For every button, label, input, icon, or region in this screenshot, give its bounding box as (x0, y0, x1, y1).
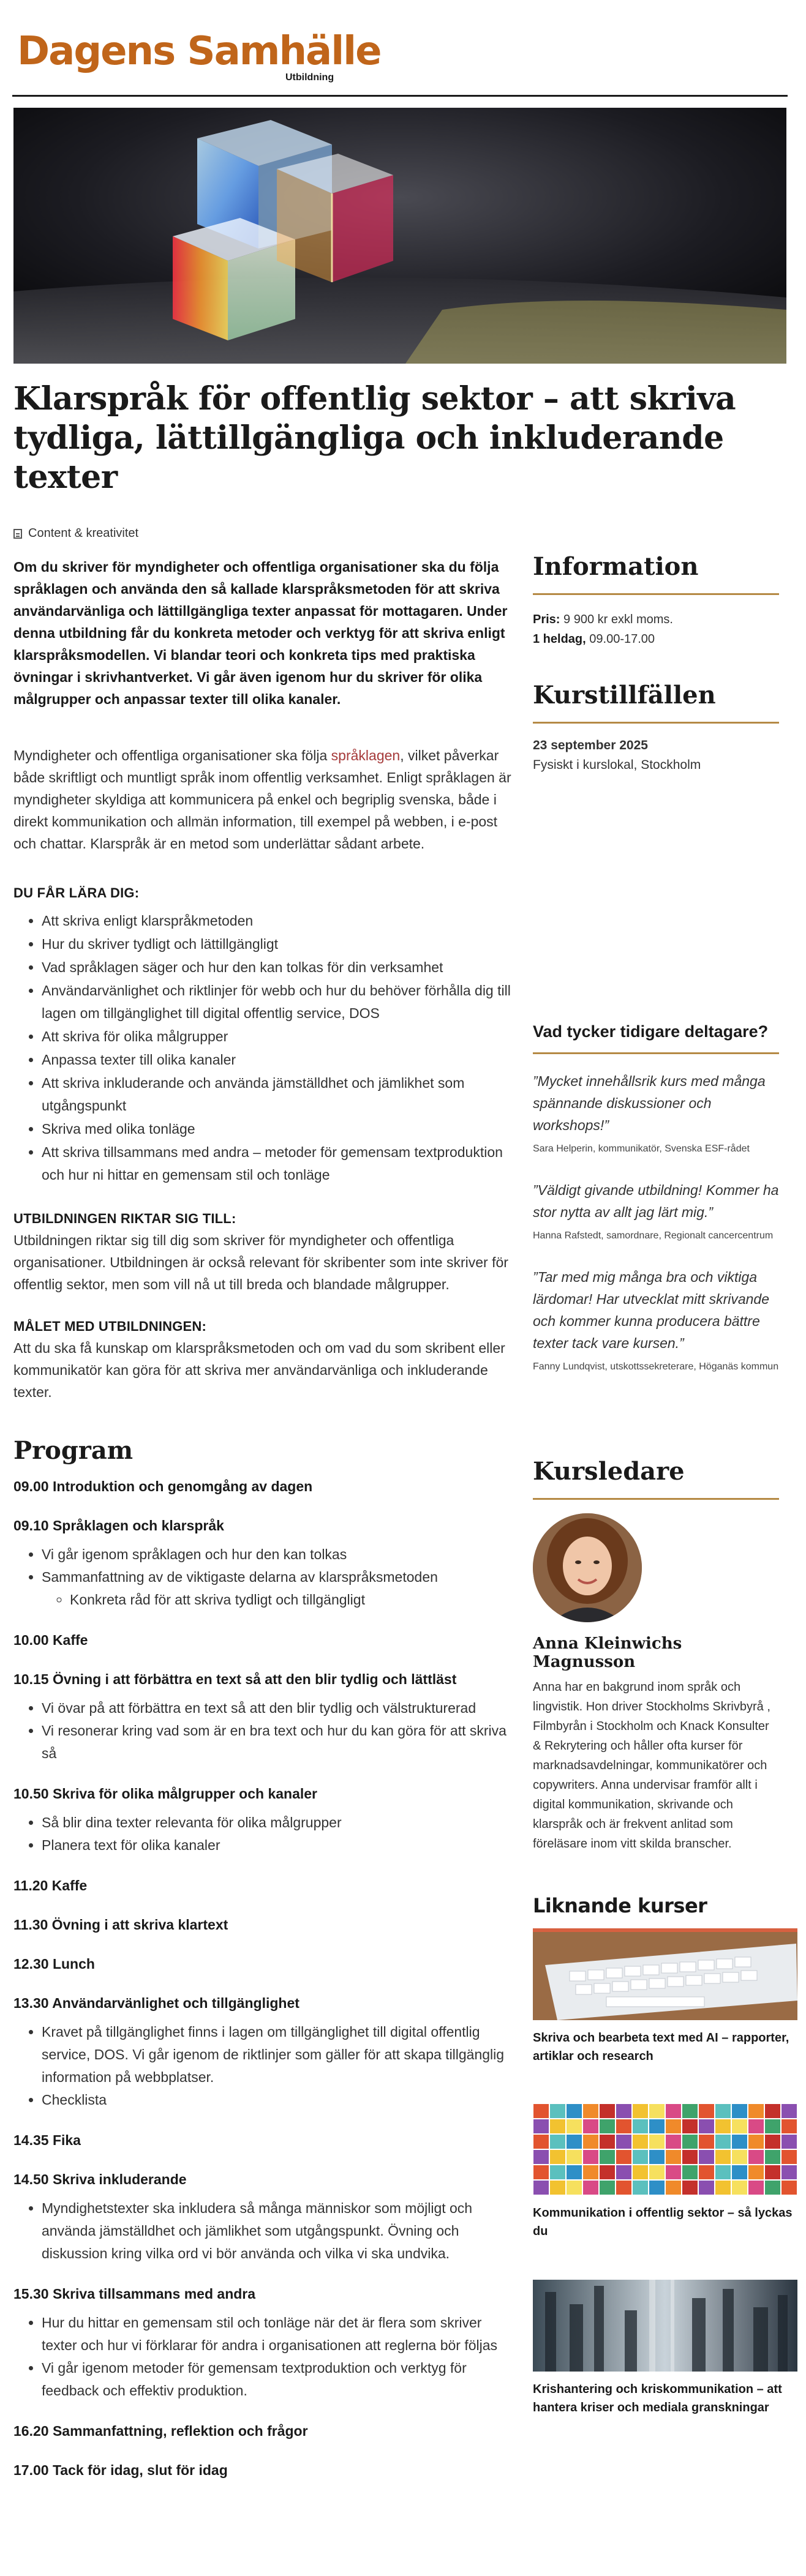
leader-title: Kursledare (533, 1457, 685, 1486)
learn-item: • Användarvänlighet och riktlinjer för webb och hur du behöver förhålla dig till lagen om tillgänglighet till digital offentlig service, DOS (42, 979, 519, 1025)
learn-item: • Hur du skriver tydligt och lättillgängligt (42, 933, 519, 956)
program-item (13, 2130, 519, 2151)
program-item-bullets (13, 1811, 519, 1857)
program-item (13, 1953, 519, 1974)
similar-course-2-label[interactable]: Kommunikation i offentlig sektor – så lyckas du (533, 2206, 793, 2238)
program-item-heading: 11.30 Övning i att skriva klartext (13, 1917, 228, 1933)
program-item-heading: 09.10 Språklagen och klarspråk (13, 1518, 224, 1533)
program-item-heading: 11.20 Kaffe (13, 1878, 88, 1893)
price-value: 9 900 kr exkl moms. (563, 613, 673, 626)
info-title: Information (533, 552, 699, 581)
leader-bio: Anna har en bakgrund inom språk och lingvistik. Hon driver Stockholms Skrivbyrå , Filmbyrån i Stockholm och Knack Konsulter & Rekrytering och håller ofta kurser för marknadsavdelningar, kommunikatörer och copywriters. Anna undervisar framför allt i digital kommunikation, skrivande och klarspråk och är frekvent anlitad som föreläsare inom vitt skilda branscher. (533, 1680, 770, 1851)
program-item-heading: 17.00 Tack för idag, slut för idag (13, 2462, 228, 2478)
duration-label: 1 heldag, (533, 632, 586, 646)
session-date: 23 september 2025 (533, 738, 648, 752)
program-list (13, 1476, 519, 2481)
program-item-heading: 13.30 Användarvänlighet och tillgänglighet (13, 1995, 299, 2011)
program-bullet: • Vi går igenom metoder för gemensam textproduktion och verktyg för feedback och effektiv produktion. (42, 2357, 519, 2402)
category[interactable] (13, 526, 138, 541)
program-bullet: • Vi övar på att förbättra en text så att den blir tydlig och välstrukturerad (42, 1697, 519, 1720)
category-label: Content & kreativitet (28, 526, 139, 540)
site-logo-sub: Utbildning (285, 72, 334, 83)
testimonial-author: Sara Helperin, kommunikatör, Svenska ESF-rådet (533, 1144, 750, 1154)
document-icon (13, 529, 22, 539)
sessions-section (533, 681, 779, 773)
leader-avatar (533, 1513, 642, 1622)
program-item (13, 1669, 519, 1765)
similar-title: Liknande kurser (533, 1894, 707, 1917)
testimonial (533, 1266, 779, 1375)
target-heading: UTBILDNINGEN RIKTAR SIG TILL: (13, 1211, 236, 1226)
info-divider (533, 593, 779, 595)
sessions-divider (533, 722, 779, 724)
similar-course-2[interactable] (533, 2103, 797, 2241)
program-item-heading: 10.15 Övning i att förbättra en text så att den blir tydlig och lättläst (13, 1671, 457, 1687)
info-section (533, 552, 779, 649)
goal-heading: MÅLET MED UTBILDNINGEN: (13, 1319, 207, 1334)
price-label: Pris: (533, 613, 560, 626)
leader-divider (533, 1498, 779, 1500)
program-item-heading: 16.20 Sammanfattning, reflektion och frågor (13, 2423, 308, 2439)
program-bullet: • Planera text för olika kanaler (42, 1834, 519, 1857)
program-item-heading: 10.00 Kaffe (13, 1632, 88, 1648)
testimonial-list (533, 1070, 779, 1375)
price-line (533, 610, 779, 629)
intro-link-sprakagen[interactable]: språklagen (331, 747, 401, 763)
program-bullet: • Myndighetstexter ska inkludera så många människor som möjligt och använda jämställdhet och jämlikhet som utgångspunkt. Övning och diskussion kring vilka ord vi bör använda och vilka vi ska undvika. (42, 2197, 519, 2265)
program-item (13, 2283, 519, 2402)
program-item (13, 1783, 519, 1857)
program-bullet: • Kravet på tillgänglighet finns i lagen om tillgänglighet till digital offentlig service, DOS. Vi går igenom de riktlinjer som gäller för att skapa tillgänglig information på webbplatser. (42, 2021, 519, 2089)
colorful-blocks-thumbnail (533, 2103, 797, 2195)
program-item (13, 1630, 519, 1650)
similar-course-1-label[interactable]: Skriva och bearbeta text med AI – rapporter, artiklar och research (533, 2031, 789, 2063)
testimonials-section (533, 1022, 779, 1397)
learn-item: • Vad språklagen säger och hur den kan tolkas för din verksamhet (42, 956, 519, 979)
testimonials-title: Vad tycker tidigare deltagare? (533, 1022, 769, 1041)
program-sub-bullets (42, 1589, 519, 1611)
leader-section (533, 1457, 779, 1854)
prism-cubes-image (13, 108, 786, 364)
program-item-bullets (13, 1697, 519, 1765)
program-bullet: • Så blir dina texter relevanta för olika målgrupper (42, 1811, 519, 1834)
program-item (13, 1515, 519, 1611)
learn-item: • Att skriva för olika målgrupper (42, 1025, 519, 1048)
program-item-bullets (13, 2197, 519, 2265)
learn-item: • Att skriva tillsammans med andra – metoder för gemensam textproduktion och hur ni hittar en gemensam stil och tonläge (42, 1141, 519, 1186)
similar-course-1[interactable] (533, 1928, 797, 2065)
program-item-heading: 09.00 Introduktion och genomgång av dagen (13, 1478, 313, 1494)
testimonial (533, 1070, 779, 1157)
program-item (13, 2169, 519, 2265)
site-logo[interactable]: Dagens Samhälle (17, 29, 381, 74)
keyboard-thumbnail (533, 1928, 797, 2020)
testimonial-author: Fanny Lundqvist, utskottssekreterare, Höganäs kommun (533, 1361, 779, 1372)
duration-value: 09.00-17.00 (589, 632, 655, 646)
testimonial-author: Hanna Rafstedt, samordnare, Regionalt cancercentrum (533, 1230, 774, 1241)
program-item (13, 1993, 519, 2111)
duration-line (533, 629, 779, 649)
header-divider (12, 95, 788, 97)
article-intro (13, 744, 519, 855)
program-bullet: • Vi resonerar kring vad som är en bra text och hur du kan göra för att skriva så (42, 1720, 519, 1765)
page-title: Klarspråk för offentlig sektor – att skriva tydliga, lättillgängliga och inkluderande texter (13, 380, 736, 496)
testimonial-quote: ”Tar med mig många bra och viktiga lärdomar! Har utvecklat mitt skrivande och kommer kunna producera bättre texter tack vare kursen.” (533, 1269, 770, 1351)
testimonial (533, 1179, 779, 1244)
testimonial-quote: ”Mycket innehållsrik kurs med många spännande diskussioner och workshops!” (533, 1073, 766, 1133)
program-bullet: • Checklista (42, 2089, 519, 2111)
program-item-heading: 12.30 Lunch (13, 1956, 95, 1972)
session-location: Fysiskt i kurslokal, Stockholm (533, 758, 701, 772)
session-item[interactable] (533, 738, 779, 773)
program-item-heading: 10.50 Skriva för olika målgrupper och kanaler (13, 1786, 317, 1802)
program-bullet: • Sammanfattning av de viktigaste delarna av klarspråksmetoden (42, 1566, 519, 1589)
intro-text-end: , vilket påverkar både skriftligt och muntligt språk inom offentlig verksamhet. Enligt språklagen är myndigheter skyldiga att kommunicera på enkel och begriplig svenska, både i direkt kommunikation och allmän information, till exempel på webben, i e-post och chattar. Klarspråk är en metod som underlättar sådant arbete. (13, 747, 511, 852)
testimonials-divider (533, 1052, 779, 1054)
program-item-heading: 14.35 Fika (13, 2132, 81, 2148)
program-bullet: • Hur du hittar en gemensam stil och tonläge när det är flera som skriver texter och hur vi förklarar för andra i organisationen att reglerna bör följas (42, 2312, 519, 2357)
learn-item: • Att skriva enligt klarspråkmetoden (42, 910, 519, 932)
target-text: Utbildningen riktar sig till dig som skriver för myndigheter och offentliga organisationer. Utbildningen är också relevant för skribenter som inte skriver för offentlig sektor, men som vill nå ut till breda och blandade målgrupper. (13, 1232, 508, 1292)
hero-image (13, 108, 786, 364)
learn-item: • Anpassa texter till olika kanaler (42, 1049, 519, 1071)
learn-item: • Att skriva inkluderande och använda jämställdhet och jämlikhet som utgångspunkt (42, 1072, 519, 1117)
program-item-bullets (13, 2021, 519, 2111)
similar-course-3-label[interactable]: Krishantering och kriskommunikation – att hantera kriser och mediala granskningar (533, 2383, 782, 2414)
intro-text-start: Myndigheter och offentliga organisationer ska följa (13, 747, 331, 763)
program-item-heading: 15.30 Skriva tillsammans med andra (13, 2286, 256, 2302)
learn-item: • Skriva med olika tonläge (42, 1118, 519, 1140)
similar-course-3[interactable] (533, 2280, 797, 2417)
learn-heading: DU FÅR LÄRA DIG: (13, 885, 140, 900)
program-item-bullets (13, 1543, 519, 1611)
article-lead: Om du skriver för myndigheter och offentliga organisationer ska du följa språklagen och använda den så kallade klarspråksmetoden för att skriva användarvänliga och lättillgängliga texter anpassat för mottagaren. Under denna utbildning får du konkreta metoder och verktyg för att skriva enligt klarspråksmodellen. Vi blandar teori och konkreta tips med praktiska övningar i skrivhantverket. Vi går även igenom hur du skriver för olika målgrupper och anpassar texter till olika kanaler. (13, 559, 508, 707)
program-item (13, 1875, 519, 1896)
program-title: Program (13, 1436, 134, 1465)
program-item (13, 1476, 519, 1497)
program-item-heading: 14.50 Skriva inkluderande (13, 2171, 187, 2187)
similar-courses-section (533, 1894, 797, 2417)
crowd-thumbnail (533, 2280, 797, 2372)
leader-portrait (533, 1513, 642, 1622)
program-bullet: • Vi går igenom språklagen och hur den kan tolkas (42, 1543, 519, 1566)
testimonial-quote: ”Väldigt givande utbildning! Kommer ha stor nytta av allt jag lärt mig.” (533, 1182, 779, 1220)
learn-list (13, 910, 519, 1186)
article-body (13, 556, 519, 2499)
program-item (13, 2460, 519, 2481)
program-item-bullets (13, 2312, 519, 2402)
sessions-title: Kurstillfällen (533, 681, 716, 710)
goal-text: Att du ska få kunskap om klarspråksmetoden och om vad du som skribent eller kommunikatör kan göra för att skriva mer användarvänliga och inkluderande texter. (13, 1340, 505, 1400)
program-item (13, 1914, 519, 1935)
target-section (13, 1211, 519, 1403)
leader-name: Anna Kleinwichs Magnusson (533, 1634, 682, 1671)
program-item (13, 2421, 519, 2441)
program-sub-bullet: ◦ Konkreta råd för att skriva tydligt och tillgängligt (70, 1589, 519, 1611)
